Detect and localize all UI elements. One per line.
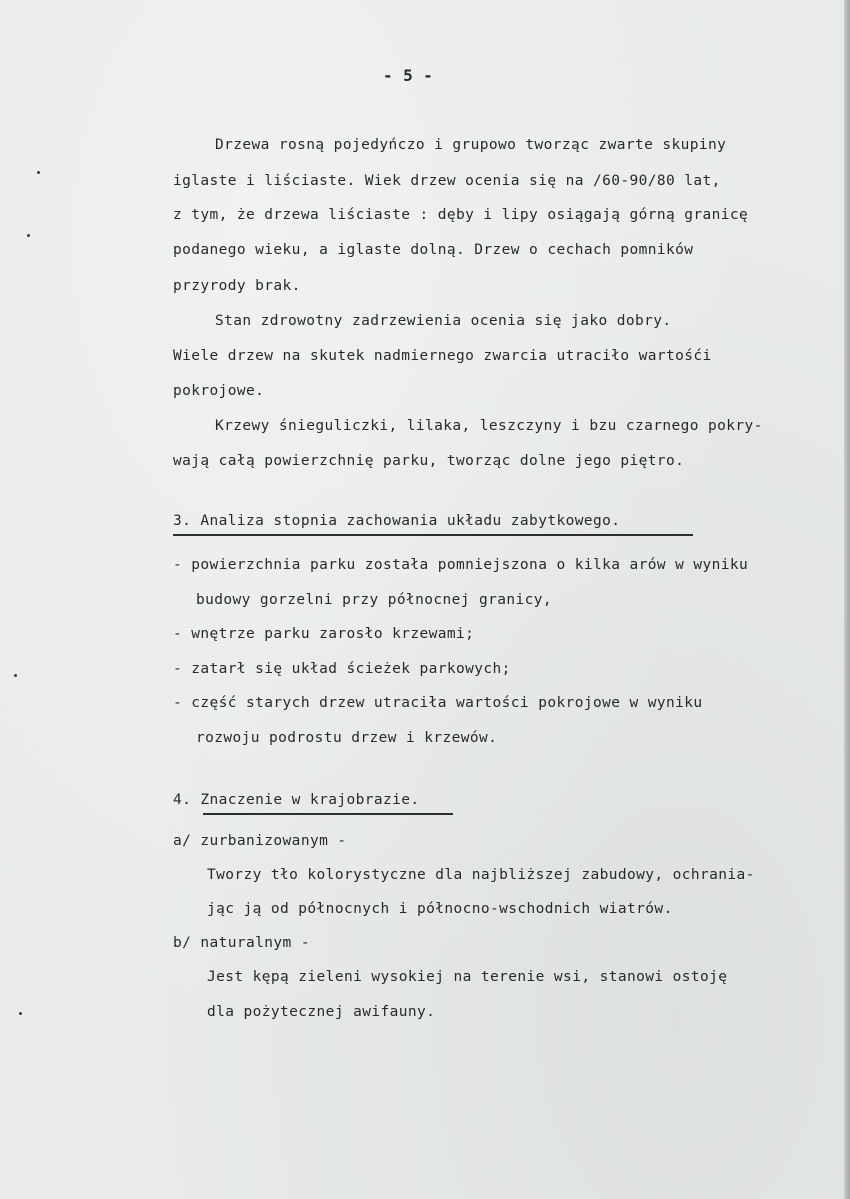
page-edge-shadow	[844, 0, 850, 1199]
intro-line: przyrody brak.	[173, 278, 301, 294]
intro-line: podanego wieku, a iglaste dolną. Drzew o cechach pomników	[173, 242, 694, 258]
scan-speck	[27, 234, 30, 237]
section-3-line: budowy gorzelni przy północnej granicy,	[196, 592, 553, 608]
section-4-line: jąc ją od północnych i północno-wschodnich wiatrów.	[207, 901, 673, 917]
intro-line: Stan zdrowotny zadrzewienia ocenia się jako dobry.	[215, 313, 672, 329]
scan-speck	[14, 674, 17, 677]
intro-line: Krzewy śnieguliczki, lilaka, leszczyny i bzu czarnego pokry-	[215, 418, 763, 434]
section-4-underline	[203, 813, 453, 815]
section-3-underline	[173, 534, 693, 536]
intro-line: wają całą powierzchnię parku, tworząc dolne jego piętro.	[173, 453, 685, 469]
intro-line: Drzewa rosną pojedyńczo i grupowo tworząc zwarte skupiny	[215, 137, 727, 153]
section-4-line: a/ zurbanizowanym -	[173, 833, 347, 849]
section-3-line: - zatarł się układ ścieżek parkowych;	[173, 661, 511, 677]
intro-line: z tym, że drzewa liściaste : dęby i lipy osiągają górną granicę	[173, 207, 749, 223]
section-3-line: rozwoju podrostu drzew i krzewów.	[196, 730, 498, 746]
scan-speck	[37, 171, 40, 174]
scan-speck	[19, 1012, 22, 1015]
page-number: - 5 -	[383, 66, 434, 85]
intro-line: iglaste i liściaste. Wiek drzew ocenia się na /60-90/80 lat,	[173, 173, 721, 189]
section-4-line: Jest kępą zieleni wysokiej na terenie wsi, stanowi ostoję	[207, 969, 728, 985]
intro-line: Wiele drzew na skutek nadmiernego zwarcia utraciło wartośći	[173, 348, 712, 364]
section-4-heading: 4. Znaczenie w krajobrazie.	[173, 792, 420, 808]
section-3-line: - powierzchnia parku została pomniejszona o kilka arów w wyniku	[173, 557, 749, 573]
section-4-line: Tworzy tło kolorystyczne dla najbliższej zabudowy, ochrania-	[207, 867, 755, 883]
section-3-line: - część starych drzew utraciła wartości pokrojowe w wyniku	[173, 695, 703, 711]
section-4-line: b/ naturalnym -	[173, 935, 310, 951]
intro-line: pokrojowe.	[173, 383, 265, 399]
section-3-heading: 3. Analiza stopnia zachowania układu zabytkowego.	[173, 513, 621, 529]
section-3-line: - wnętrze parku zarosło krzewami;	[173, 626, 475, 642]
section-4-line: dla pożytecznej awifauny.	[207, 1004, 436, 1020]
